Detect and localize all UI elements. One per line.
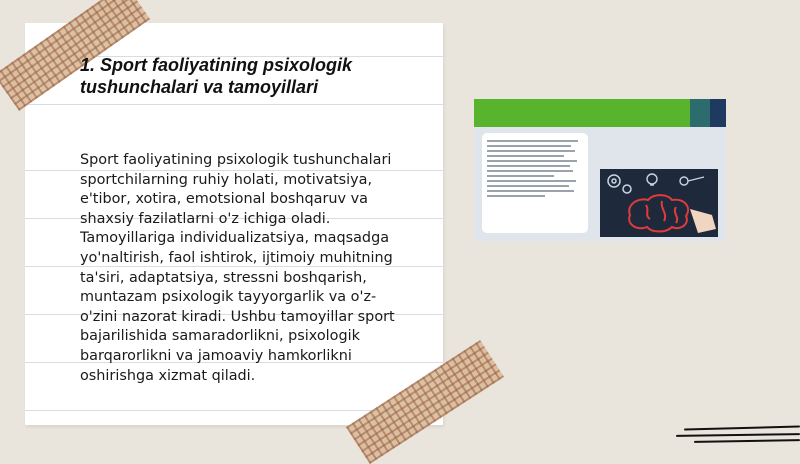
key-icon	[680, 177, 704, 185]
thumbnail-brain-illustration	[600, 169, 718, 237]
slide-thumbnail	[474, 99, 726, 241]
thumbnail-teal-block	[690, 99, 710, 127]
slide-body-text: Sport faoliyatining psixologik tushunchalari sportchilarning ruhiy holati, motivatsiya, e'tibor, xotira, emotsional boshqaruv va shaxsiy fazilatlarni o'z ichiga oladi. Tamoyillariga individualizatsiya, maqsadga yo'naltirish, faol ishtirok, ijtimoiy muhitning ta'siri, adaptatsiya, stressni boshqarish, muntazam psixologik tayyorgarlik va o'z-o'zini nazorat kiradi. Ushbu tamoyillar sport bajarilishida samaradorlikni, psixologik barqarorlikni va jamoaviy hamkorlikni oshirishga xizmat qiladi.	[80, 152, 395, 384]
slide-title: 1. Sport faoliyatining psixologik tushunchalari va tamoyillari	[80, 55, 353, 97]
thumbnail-green-bar	[474, 99, 690, 127]
gear-icon	[608, 175, 631, 193]
thumbnail-text-card	[482, 133, 588, 233]
lightbulb-icon	[647, 174, 657, 185]
brain-icon	[629, 195, 688, 231]
thumbnail-navy-block	[710, 99, 726, 127]
